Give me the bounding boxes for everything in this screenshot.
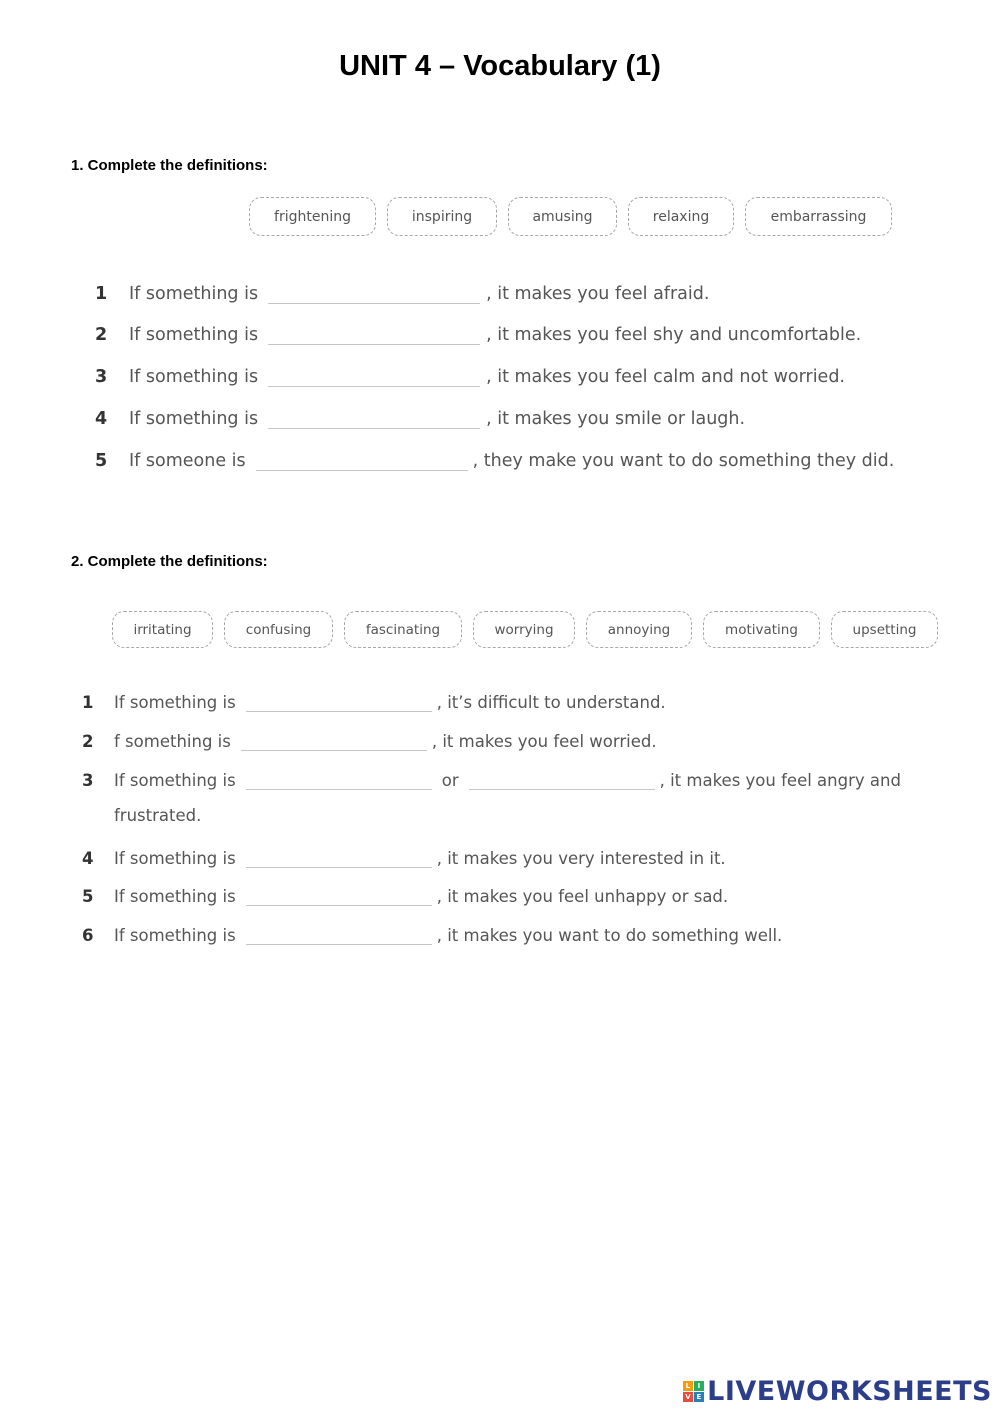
word-chip: annoying [586,611,692,648]
answer-blank[interactable] [246,767,432,790]
word-chip: inspiring [387,197,497,236]
answer-blank[interactable] [469,767,655,790]
answer-blank[interactable] [268,406,480,429]
word-chip: embarrassing [745,197,892,236]
answer-blank[interactable] [246,883,432,906]
liveworksheets-logo [683,1376,992,1407]
question-line [82,922,782,945]
question-number: 1 [95,284,108,304]
question-suffix: , it’s difficult to understand. [436,693,666,712]
question-line [95,448,894,471]
answer-blank[interactable] [268,322,480,345]
word-chip: worrying [473,611,575,648]
question-line [82,689,666,712]
question-suffix: , it makes you very interested in it. [436,849,726,868]
question-continuation: frustrated. [114,806,202,825]
question-number: 4 [82,849,94,868]
logo-text: LIVEWORKSHEETS [707,1376,992,1407]
question-number: 2 [95,325,108,345]
question-prefix: If something is [114,771,236,790]
answer-blank[interactable] [246,689,432,712]
page-title: UNIT 4 – Vocabulary (1) [339,50,661,82]
word-chip: amusing [508,197,617,236]
question-prefix: If something is [129,367,259,387]
answer-blank[interactable] [256,448,468,471]
question-prefix: f something is [114,732,231,751]
question-suffix: , it makes you feel worried. [431,732,657,751]
word-chip: upsetting [831,611,938,648]
question-prefix: If something is [114,693,236,712]
question-line [82,728,657,751]
question-line [95,406,745,429]
question-number: 2 [82,732,94,751]
section1-heading: 1. Complete the definitions: [71,157,268,174]
question-prefix: If something is [114,926,236,945]
word-chip: confusing [224,611,333,648]
question-number: 5 [82,887,94,906]
question-number: 3 [82,771,94,790]
answer-blank[interactable] [241,728,427,751]
question-line [82,845,726,868]
question-line [95,322,861,345]
question-suffix: , it makes you smile or laugh. [486,409,746,429]
word-chip: relaxing [628,197,734,236]
word-bank-1 [249,197,892,236]
question-line [82,767,901,790]
question-prefix: If something is [129,409,259,429]
question-number: 6 [82,926,94,945]
question-prefix: If something is [129,284,259,304]
question-suffix: , it makes you feel calm and not worried. [486,367,845,387]
question-number: 1 [82,693,94,712]
question-suffix: , it makes you feel shy and uncomfortable. [486,325,862,345]
question-number: 3 [95,367,108,387]
answer-blank[interactable] [268,364,480,387]
question-number: 5 [95,451,108,471]
word-bank-2 [112,611,938,648]
question-suffix: , it makes you feel unhappy or sad. [436,887,729,906]
answer-blank[interactable] [268,281,480,304]
question-prefix: If something is [129,325,259,345]
question-number: 4 [95,409,108,429]
question-line [95,281,709,304]
word-chip: irritating [112,611,213,648]
logo-mark-icon: L I V E [683,1381,704,1402]
answer-blank[interactable] [246,922,432,945]
question-suffix: , it makes you want to do something well. [436,926,783,945]
question-line [82,883,728,906]
question-prefix: If something is [114,849,236,868]
word-chip: motivating [703,611,820,648]
question-middle: or [441,771,459,790]
question-prefix: If something is [114,887,236,906]
section2-heading: 2. Complete the definitions: [71,553,268,570]
answer-blank[interactable] [246,845,432,868]
word-chip: fascinating [344,611,462,648]
question-suffix: , they make you want to do something they did. [472,451,895,471]
question-suffix: , it makes you feel angry and [659,771,901,790]
word-chip: frightening [249,197,376,236]
question-suffix: , it makes you feel afraid. [486,284,710,304]
question-prefix: If someone is [129,451,246,471]
question-line [95,364,845,387]
